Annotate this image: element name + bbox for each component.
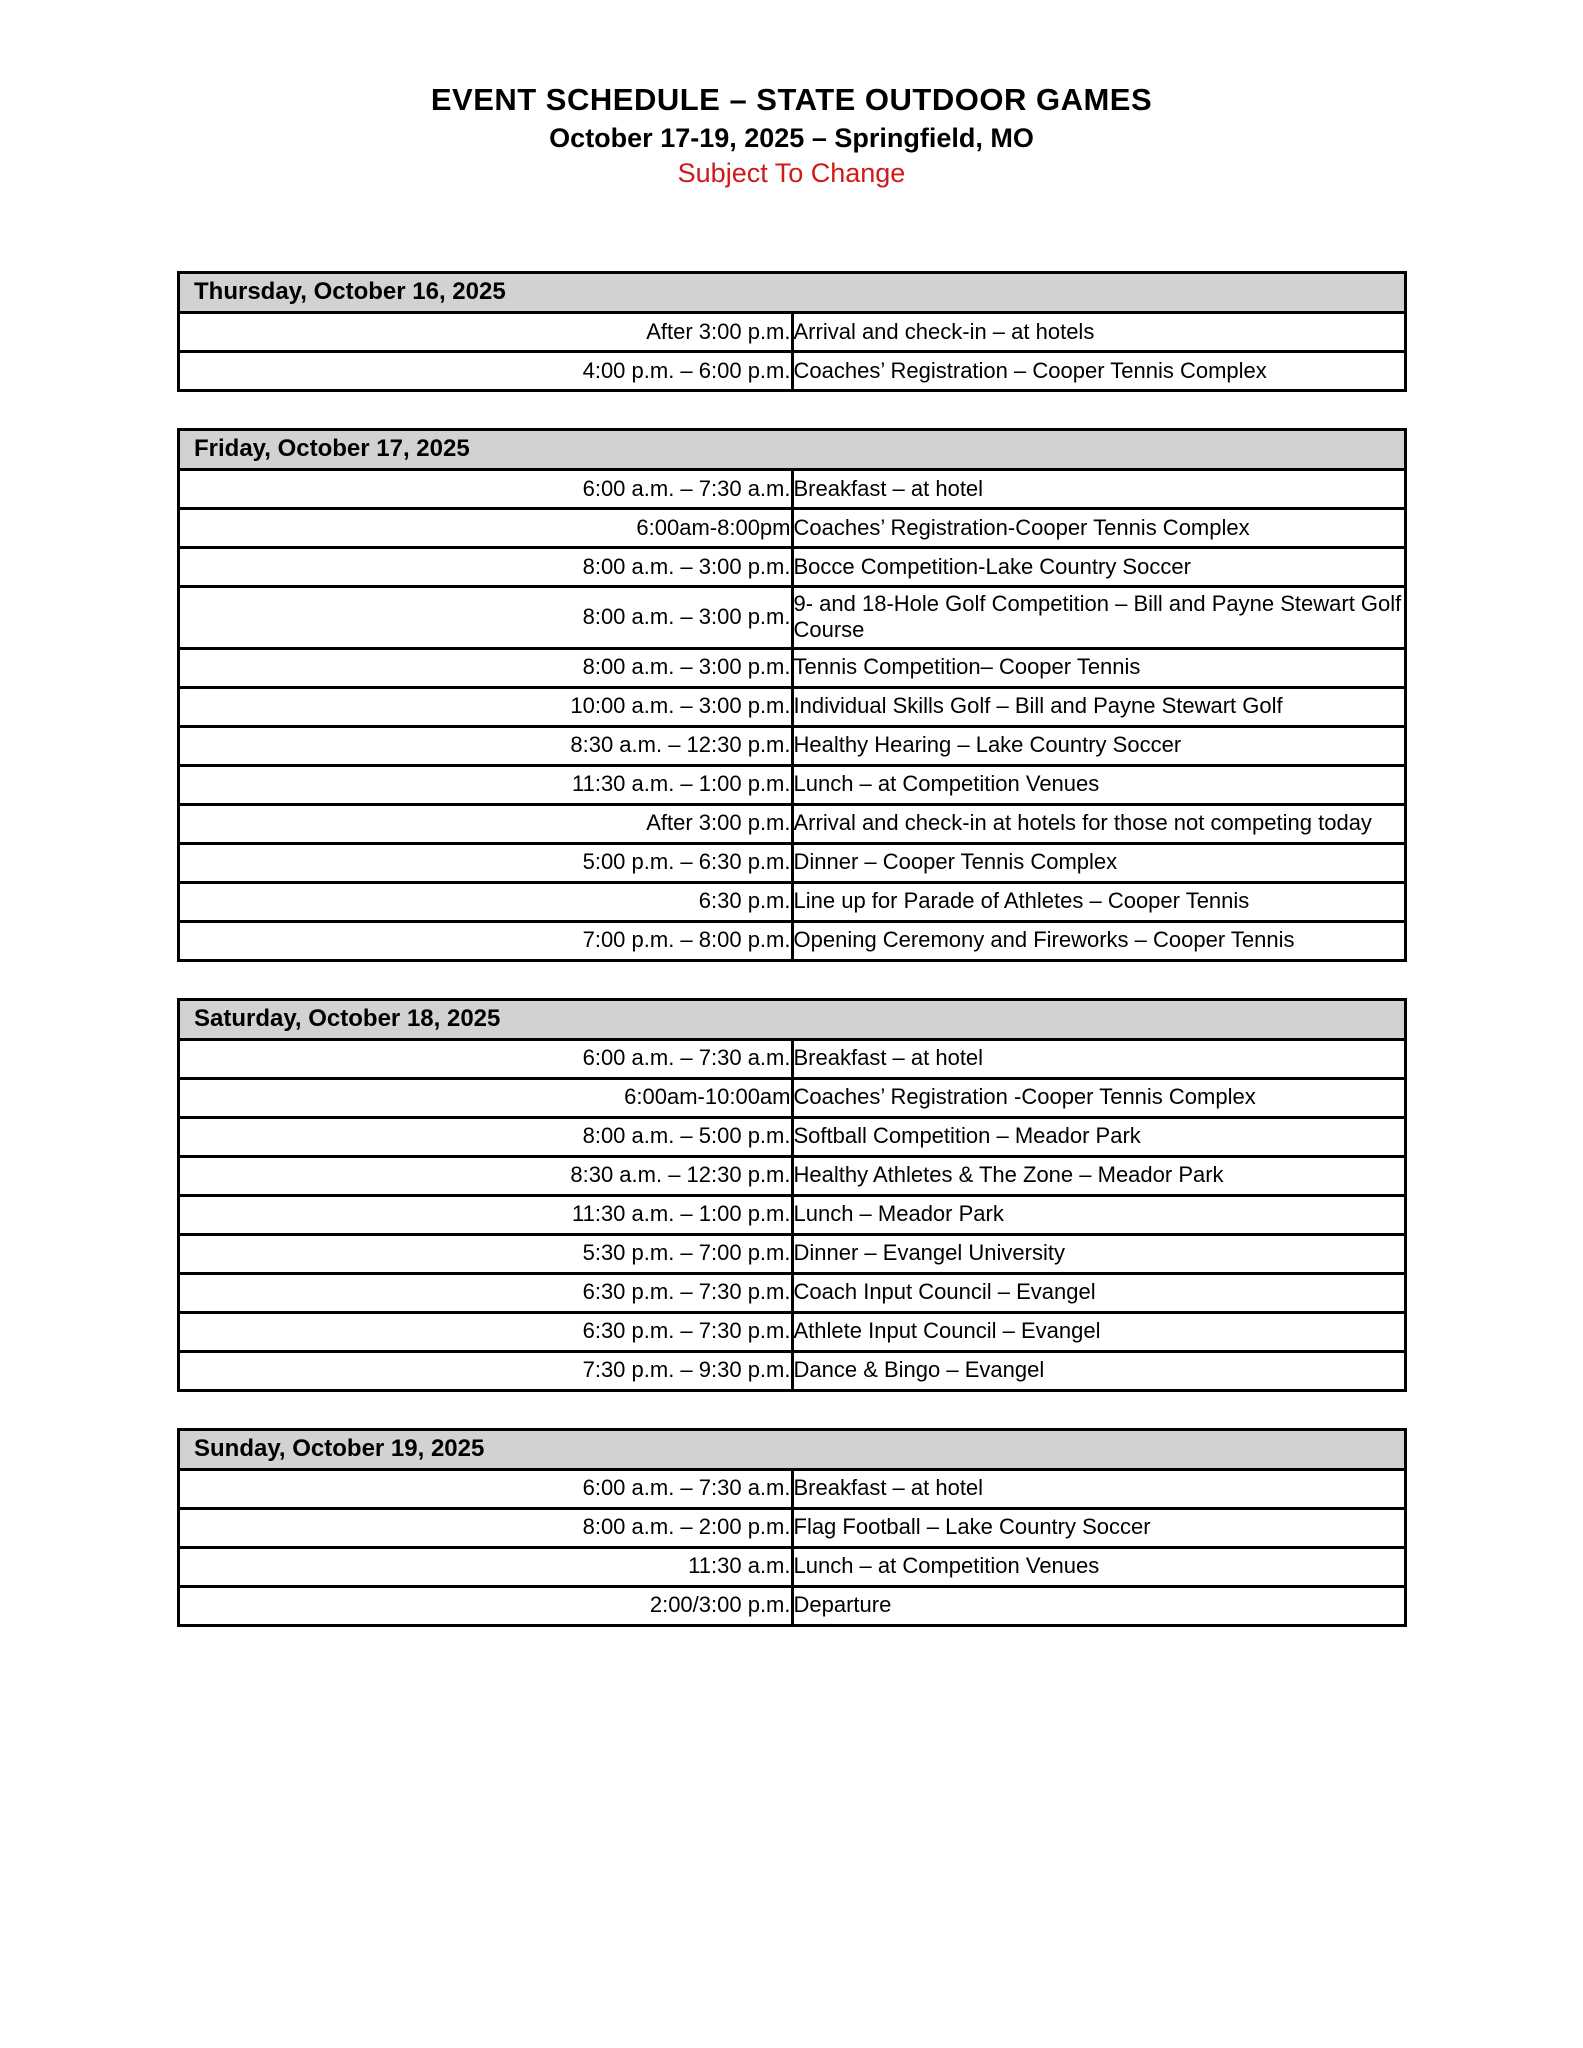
schedule-row xyxy=(179,1508,1406,1547)
schedule-table-body xyxy=(179,312,1406,390)
time-cell: 6:00 a.m. – 7:30 a.m. xyxy=(179,1039,793,1078)
event-cell: Softball Competition – Meador Park xyxy=(792,1117,1406,1156)
schedule-table-body xyxy=(179,469,1406,960)
event-cell: Tennis Competition– Cooper Tennis xyxy=(792,648,1406,687)
time-cell: 8:00 a.m. – 2:00 p.m. xyxy=(179,1508,793,1547)
event-cell: Dinner – Cooper Tennis Complex xyxy=(792,843,1406,882)
document-header xyxy=(0,0,1583,189)
time-cell: 8:30 a.m. – 12:30 p.m. xyxy=(179,726,793,765)
event-cell: Healthy Athletes & The Zone – Meador Park xyxy=(792,1156,1406,1195)
schedule-row xyxy=(179,586,1406,648)
event-cell: Lunch – Meador Park xyxy=(792,1195,1406,1234)
schedule-row xyxy=(179,1469,1406,1508)
time-cell: 11:30 a.m. xyxy=(179,1547,793,1586)
schedule-row xyxy=(179,1273,1406,1312)
day-header: Saturday, October 18, 2025 xyxy=(179,999,1406,1039)
event-cell: Arrival and check-in at hotels for those not competing today xyxy=(792,804,1406,843)
event-cell: 9- and 18-Hole Golf Competition – Bill and Payne Stewart Golf Course xyxy=(792,586,1406,648)
event-cell: Dance & Bingo – Evangel xyxy=(792,1351,1406,1390)
schedule-row xyxy=(179,1547,1406,1586)
schedule-row xyxy=(179,312,1406,351)
page-subtitle: October 17-19, 2025 – Springfield, MO xyxy=(549,122,1034,153)
schedule-table xyxy=(177,428,1407,962)
schedule-row xyxy=(179,1312,1406,1351)
event-cell: Departure xyxy=(792,1586,1406,1625)
time-cell: 2:00/3:00 p.m. xyxy=(179,1586,793,1625)
event-cell: Athlete Input Council – Evangel xyxy=(792,1312,1406,1351)
time-cell: 6:00 a.m. – 7:30 a.m. xyxy=(179,1469,793,1508)
schedule-row xyxy=(179,921,1406,960)
time-cell: 5:30 p.m. – 7:00 p.m. xyxy=(179,1234,793,1273)
schedule-row xyxy=(179,648,1406,687)
event-cell: Coach Input Council – Evangel xyxy=(792,1273,1406,1312)
event-cell: Healthy Hearing – Lake Country Soccer xyxy=(792,726,1406,765)
schedule-row xyxy=(179,843,1406,882)
time-cell: 6:30 p.m. – 7:30 p.m. xyxy=(179,1273,793,1312)
day-header: Friday, October 17, 2025 xyxy=(179,429,1406,469)
time-cell: 7:00 p.m. – 8:00 p.m. xyxy=(179,921,793,960)
schedule-row xyxy=(179,351,1406,390)
time-cell: 8:00 a.m. – 3:00 p.m. xyxy=(179,547,793,586)
time-cell: 10:00 a.m. – 3:00 p.m. xyxy=(179,687,793,726)
time-cell: After 3:00 p.m. xyxy=(179,804,793,843)
event-cell: Coaches’ Registration-Cooper Tennis Complex xyxy=(792,508,1406,547)
time-cell: 11:30 a.m. – 1:00 p.m. xyxy=(179,1195,793,1234)
schedule-table-body xyxy=(179,1469,1406,1625)
event-cell: Lunch – at Competition Venues xyxy=(792,765,1406,804)
page-title: EVENT SCHEDULE – STATE OUTDOOR GAMES xyxy=(430,82,1153,117)
schedule-tables xyxy=(177,271,1407,1627)
day-header-row xyxy=(179,999,1406,1039)
schedule-row xyxy=(179,547,1406,586)
schedule-row xyxy=(179,804,1406,843)
schedule-table-head xyxy=(179,429,1406,469)
day-header: Sunday, October 19, 2025 xyxy=(179,1429,1406,1469)
schedule-row xyxy=(179,726,1406,765)
time-cell: 11:30 a.m. – 1:00 p.m. xyxy=(179,765,793,804)
schedule-row xyxy=(179,1195,1406,1234)
schedule-row xyxy=(179,765,1406,804)
time-cell: 6:00am-8:00pm xyxy=(179,508,793,547)
time-cell: 7:30 p.m. – 9:30 p.m. xyxy=(179,1351,793,1390)
event-cell: Opening Ceremony and Fireworks – Cooper Tennis xyxy=(792,921,1406,960)
event-cell: Breakfast – at hotel xyxy=(792,1039,1406,1078)
day-header-row xyxy=(179,429,1406,469)
schedule-table-head xyxy=(179,272,1406,312)
day-header: Thursday, October 16, 2025 xyxy=(179,272,1406,312)
schedule-row xyxy=(179,1039,1406,1078)
schedule-table xyxy=(177,271,1407,392)
schedule-row xyxy=(179,508,1406,547)
schedule-table-head xyxy=(179,1429,1406,1469)
event-cell: Individual Skills Golf – Bill and Payne Stewart Golf xyxy=(792,687,1406,726)
time-cell: 5:00 p.m. – 6:30 p.m. xyxy=(179,843,793,882)
schedule-row xyxy=(179,1117,1406,1156)
schedule-table xyxy=(177,998,1407,1392)
event-cell: Line up for Parade of Athletes – Cooper Tennis xyxy=(792,882,1406,921)
event-cell: Breakfast – at hotel xyxy=(792,469,1406,508)
time-cell: 6:30 p.m. xyxy=(179,882,793,921)
schedule-row xyxy=(179,1234,1406,1273)
event-cell: Arrival and check-in – at hotels xyxy=(792,312,1406,351)
event-cell: Breakfast – at hotel xyxy=(792,1469,1406,1508)
time-cell: 4:00 p.m. – 6:00 p.m. xyxy=(179,351,793,390)
time-cell: After 3:00 p.m. xyxy=(179,312,793,351)
day-header-row xyxy=(179,1429,1406,1469)
event-cell: Lunch – at Competition Venues xyxy=(792,1547,1406,1586)
event-cell: Flag Football – Lake Country Soccer xyxy=(792,1508,1406,1547)
schedule-table-head xyxy=(179,999,1406,1039)
time-cell: 8:00 a.m. – 5:00 p.m. xyxy=(179,1117,793,1156)
schedule-row xyxy=(179,469,1406,508)
schedule-row xyxy=(179,1351,1406,1390)
time-cell: 8:00 a.m. – 3:00 p.m. xyxy=(179,648,793,687)
time-cell: 6:30 p.m. – 7:30 p.m. xyxy=(179,1312,793,1351)
schedule-row xyxy=(179,882,1406,921)
time-cell: 8:00 a.m. – 3:00 p.m. xyxy=(179,586,793,648)
schedule-table-body xyxy=(179,1039,1406,1390)
event-cell: Coaches’ Registration – Cooper Tennis Complex xyxy=(792,351,1406,390)
time-cell: 8:30 a.m. – 12:30 p.m. xyxy=(179,1156,793,1195)
schedule-row xyxy=(179,1586,1406,1625)
event-cell: Dinner – Evangel University xyxy=(792,1234,1406,1273)
event-cell: Coaches’ Registration -Cooper Tennis Complex xyxy=(792,1078,1406,1117)
schedule-row xyxy=(179,1156,1406,1195)
event-cell: Bocce Competition-Lake Country Soccer xyxy=(792,547,1406,586)
schedule-row xyxy=(179,1078,1406,1117)
schedule-row xyxy=(179,687,1406,726)
schedule-table xyxy=(177,1428,1407,1627)
day-header-row xyxy=(179,272,1406,312)
subject-to-change-note: Subject To Change xyxy=(677,157,906,188)
time-cell: 6:00 a.m. – 7:30 a.m. xyxy=(179,469,793,508)
time-cell: 6:00am-10:00am xyxy=(179,1078,793,1117)
